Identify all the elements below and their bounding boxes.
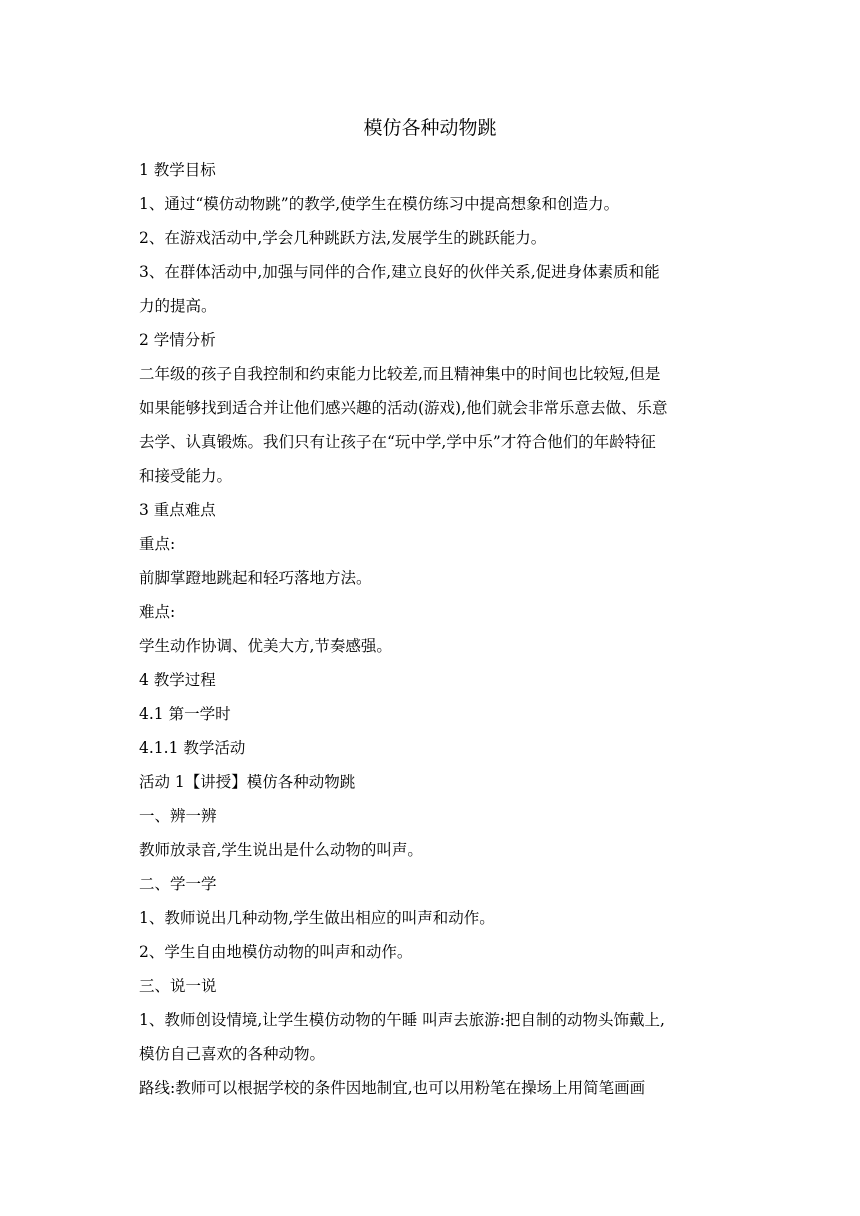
section-heading: 1 教学目标 (139, 161, 216, 179)
document-title: 模仿各种动物跳 (363, 117, 497, 139)
paragraph-line: 一、辨一辨 (139, 807, 217, 825)
section-heading: 4 教学过程 (139, 671, 216, 689)
paragraph-line: 三、说一说 (139, 977, 217, 995)
paragraph-line: 2、在游戏活动中,学会几种跳跃方法,发展学生的跳跃能力。 (139, 229, 547, 247)
paragraph-line: 力的提高。 (139, 297, 217, 315)
section-heading: 2 学情分析 (139, 331, 216, 349)
subsection-heading: 4.1 第一学时 (139, 705, 231, 723)
paragraph-line: 路线:教师可以根据学校的条件因地制宜,也可以用粉笔在操场上用简笔画画 (139, 1079, 646, 1097)
paragraph-line: 教师放录音,学生说出是什么动物的叫声。 (139, 841, 423, 859)
paragraph-line: 活动 1【讲授】模仿各种动物跳 (139, 773, 356, 791)
paragraph-line: 去学、认真锻炼。我们只有让孩子在“玩中学,学中乐”才符合他们的年龄特征 (139, 433, 656, 451)
paragraph-line: 2、学生自由地模仿动物的叫声和动作。 (139, 943, 413, 961)
paragraph-line: 3、在群体活动中,加强与同伴的合作,建立良好的伙伴关系,促进身体素质和能 (139, 263, 660, 281)
paragraph-line: 如果能够找到适合并让他们感兴趣的活动(游戏),他们就会非常乐意去做、乐意 (139, 399, 668, 417)
paragraph-line: 和接受能力。 (139, 467, 233, 485)
paragraph-line: 1、教师说出几种动物,学生做出相应的叫声和动作。 (139, 909, 495, 927)
paragraph-line: 1、通过“模仿动物跳”的教学,使学生在模仿练习中提高想象和创造力。 (139, 195, 620, 213)
paragraph-line: 二年级的孩子自我控制和约束能力比较差,而且精神集中的时间也比较短,但是 (139, 365, 661, 383)
paragraph-line: 难点: (139, 603, 176, 621)
paragraph-line: 学生动作协调、优美大方,节奏感强。 (139, 637, 392, 655)
paragraph-line: 前脚掌蹬地跳起和轻巧落地方法。 (139, 569, 372, 587)
document-body (139, 153, 739, 1105)
subsection-heading: 4.1.1 教学活动 (139, 739, 246, 757)
paragraph-line: 模仿自己喜欢的各种动物。 (139, 1045, 326, 1063)
paragraph-line: 二、学一学 (139, 875, 217, 893)
paragraph-line: 重点: (139, 535, 176, 553)
paragraph-line: 1、教师创设情境,让学生模仿动物的午睡 叫声去旅游:把自制的动物头饰戴上, (139, 1011, 665, 1029)
section-heading: 3 重点难点 (139, 501, 216, 519)
